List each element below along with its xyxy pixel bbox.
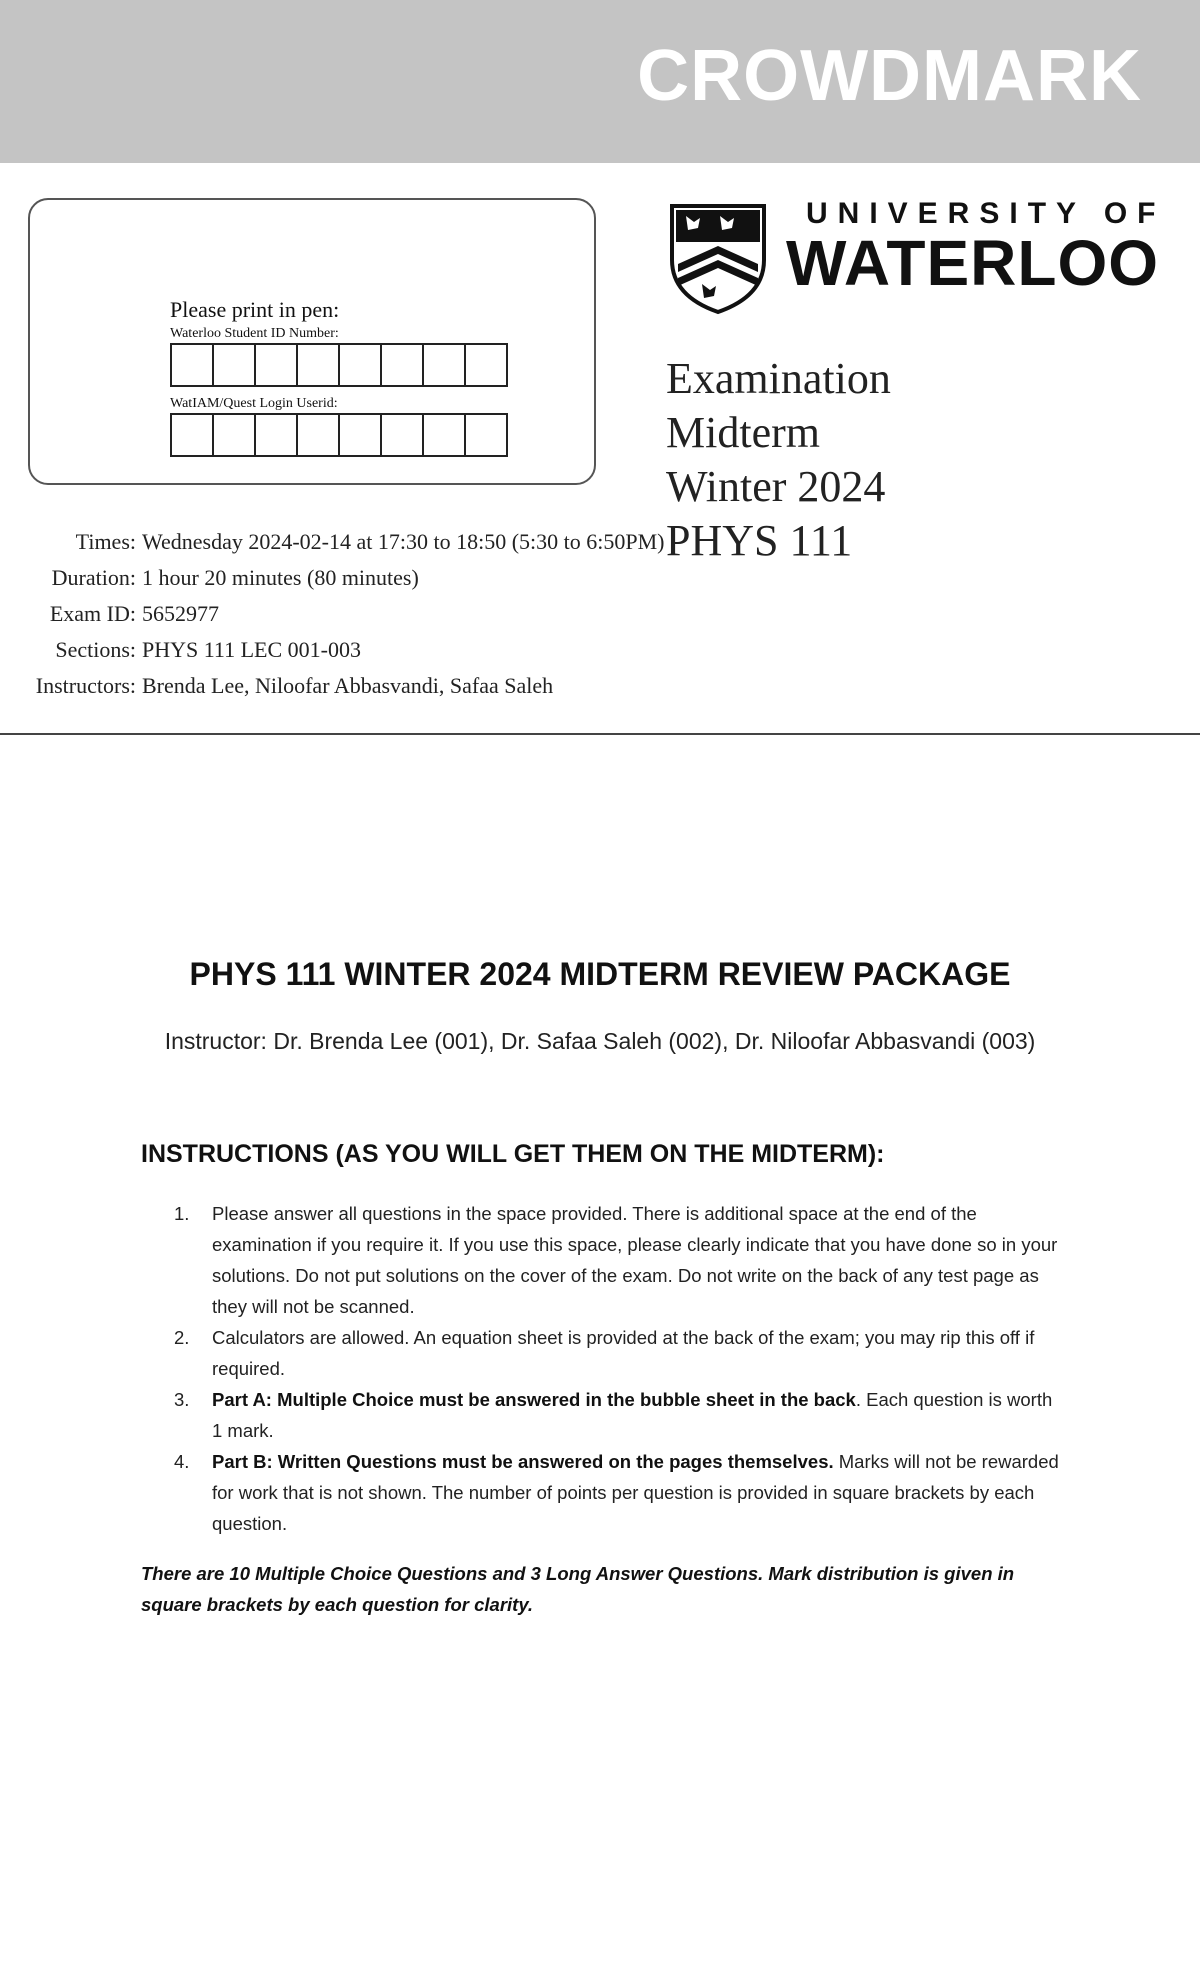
details-label: Instructors: xyxy=(35,673,136,698)
instruction-number: 2. xyxy=(174,1327,190,1348)
userid-char-cell xyxy=(254,413,298,457)
waterloo-text: WATERLOO xyxy=(786,227,1159,299)
details-label: Sections: xyxy=(55,637,136,662)
userid-char-cell xyxy=(464,413,508,457)
details-row xyxy=(24,560,665,596)
details-row xyxy=(24,668,665,704)
details-value: Wednesday 2024-02-14 at 17:30 to 18:50 (5:30 to 6:50PM) xyxy=(142,529,665,554)
student-id-digit-cell xyxy=(380,343,424,387)
student-id-digit-cell xyxy=(254,343,298,387)
package-title: PHYS 111 WINTER 2024 MIDTERM REVIEW PACKAGE xyxy=(189,956,1011,992)
details-value: PHYS 111 LEC 001-003 xyxy=(142,637,361,662)
student-id-digit-cell xyxy=(422,343,466,387)
instruction-item xyxy=(170,1384,1060,1446)
details-value: Brenda Lee, Niloofar Abbasvandi, Safaa Saleh xyxy=(142,673,554,698)
instruction-text: . Each question is worth 1 mark. xyxy=(212,1389,1053,1441)
crowdmark-banner xyxy=(0,0,1200,163)
details-label: Exam ID: xyxy=(49,601,136,626)
userid-char-cell xyxy=(170,413,214,457)
userid-char-cell xyxy=(338,413,382,457)
instructions-heading: INSTRUCTIONS (AS YOU WILL GET THEM ON THE MIDTERM): xyxy=(141,1140,885,1168)
university-crest-icon xyxy=(668,202,768,316)
exam-name: Midterm xyxy=(666,408,820,457)
exam-type: Examination xyxy=(666,354,891,403)
instruction-bold-text: Part B: Written Questions must be answered on the pages themselves. xyxy=(212,1451,834,1472)
student-id-digit-cell xyxy=(296,343,340,387)
instruction-bold-text: Part A: Multiple Choice must be answered in the bubble sheet in the back xyxy=(212,1389,856,1410)
student-id-label: Waterloo Student ID Number: xyxy=(170,326,339,341)
details-label: Times: xyxy=(75,529,136,554)
details-value: 1 hour 20 minutes (80 minutes) xyxy=(142,565,419,590)
details-row xyxy=(24,596,665,632)
userid-char-row xyxy=(170,413,506,457)
exam-course: PHYS 111 xyxy=(666,516,853,565)
instruction-text: Calculators are allowed. An equation sheet is provided at the back of the exam; you may rip this off if required. xyxy=(212,1327,1035,1379)
instructions-list xyxy=(170,1198,1060,1539)
print-in-pen-heading: Please print in pen: xyxy=(170,297,340,322)
student-id-digit-cell xyxy=(338,343,382,387)
mark-distribution-note: There are 10 Multiple Choice Questions and 3 Long Answer Questions. Mark distribution is given in square brackets by each question for clarity. xyxy=(141,1563,1015,1615)
details-row xyxy=(24,632,665,668)
userid-char-cell xyxy=(212,413,256,457)
instruction-item xyxy=(170,1322,1060,1384)
student-id-digit-cell xyxy=(212,343,256,387)
details-label: Duration: xyxy=(51,565,136,590)
instruction-number: 3. xyxy=(174,1389,190,1410)
details-value: 5652977 xyxy=(142,601,219,626)
userid-char-cell xyxy=(296,413,340,457)
exam-term: Winter 2024 xyxy=(666,462,886,511)
instruction-number: 4. xyxy=(174,1451,190,1472)
userid-char-cell xyxy=(380,413,424,457)
exam-details xyxy=(24,524,665,704)
instruction-item xyxy=(170,1446,1060,1539)
exam-info-block xyxy=(666,352,891,568)
instruction-text: Please answer all questions in the space provided. There is additional space at the end of the examination if you require it. If you use this space, please clearly indicate that you have done so in your solutions. Do not put solutions on the cover of the exam. Do not write on the back of any test page as they will not be scanned. xyxy=(212,1203,1058,1317)
instruction-item xyxy=(170,1198,1060,1322)
student-id-digit-row xyxy=(170,343,506,387)
instruction-number: 1. xyxy=(174,1203,190,1224)
userid-char-cell xyxy=(422,413,466,457)
instruction-text: Marks will not be rewarded for work that is not shown. The number of points per question is provided in square brackets by each question. xyxy=(212,1451,1059,1534)
userid-label: WatIAM/Quest Login Userid: xyxy=(170,396,338,411)
crowdmark-logo-text: CROWDMARK xyxy=(637,36,1142,116)
cover-divider xyxy=(0,733,1200,735)
details-row xyxy=(24,524,665,560)
university-of-text: UNIVERSITY OF xyxy=(806,197,1166,230)
student-id-digit-cell xyxy=(464,343,508,387)
package-instructors: Instructor: Dr. Brenda Lee (001), Dr. Safaa Saleh (002), Dr. Niloofar Abbasvandi (003) xyxy=(164,1028,1036,1054)
student-id-digit-cell xyxy=(170,343,214,387)
